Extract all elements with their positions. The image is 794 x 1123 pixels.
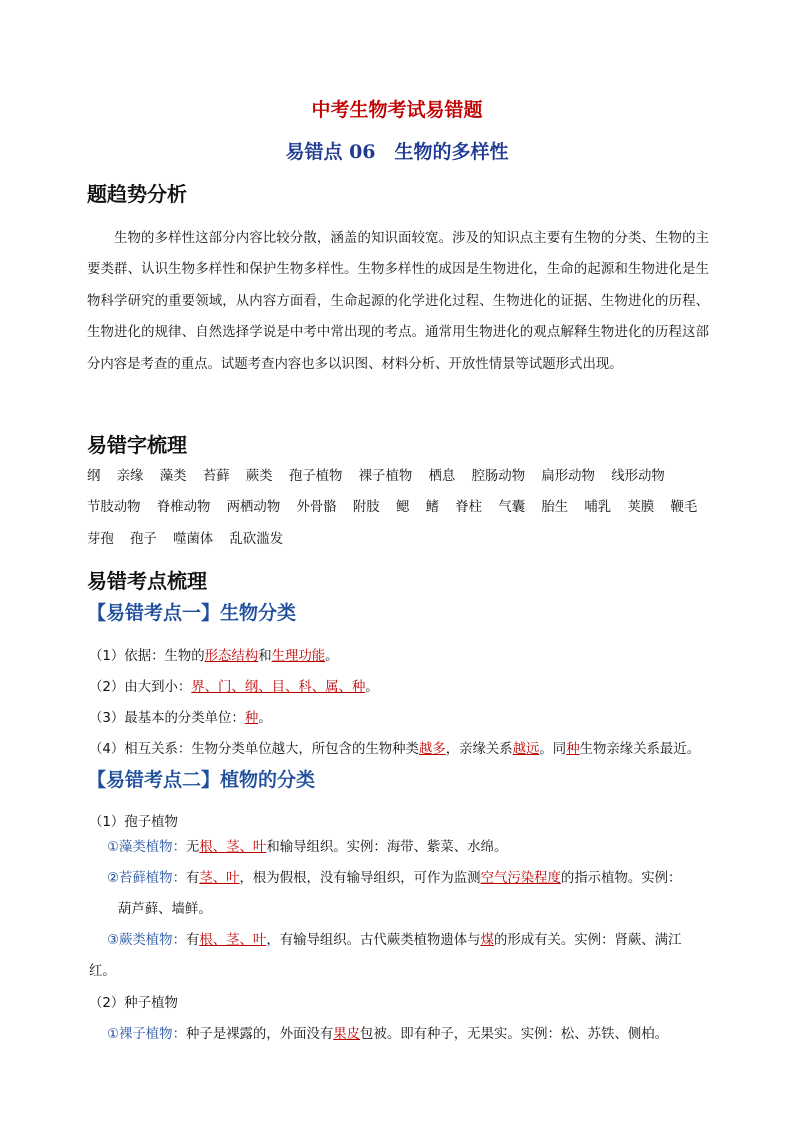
text: 和输导组织。实例：海带、紫菜、水绵。 xyxy=(266,840,508,855)
kp1-line-1 xyxy=(89,645,339,664)
word-item: 附肢 xyxy=(352,500,380,516)
text: （3）最基本的分类单位： xyxy=(89,711,245,726)
word-item: 栖息 xyxy=(428,469,456,484)
text: 种子是裸露的，外面没有 xyxy=(185,1027,334,1042)
text: 无 xyxy=(185,840,200,855)
key-term: 茎、叶 xyxy=(199,871,240,886)
key-term: 生理功能 xyxy=(271,649,326,664)
word-item: 亲缘 xyxy=(116,469,144,484)
word-item: 荚膜 xyxy=(627,500,655,516)
kp2-item-gymnosperm xyxy=(107,1023,668,1042)
item-label: ③蕨类植物： xyxy=(107,933,186,948)
kp1-line-2 xyxy=(89,676,379,695)
key-term: 越远 xyxy=(512,742,540,757)
key-term: 种 xyxy=(244,711,259,726)
text: （1）依据：生物的 xyxy=(89,649,205,664)
kp2-item-algae xyxy=(107,836,507,855)
word-item: 脊椎动物 xyxy=(156,500,211,516)
text: 生物亲缘关系最近。 xyxy=(579,742,701,757)
word-item: 节肢动物 xyxy=(87,500,141,516)
word-item: 芽孢 xyxy=(87,531,114,547)
key-term: 根、茎、叶 xyxy=(199,840,267,855)
key-term: 空气污染程度 xyxy=(480,871,561,886)
key-term: 果皮 xyxy=(333,1027,361,1042)
item-label: ①裸子植物： xyxy=(107,1027,186,1042)
key-term: 煤 xyxy=(480,933,494,948)
text: 包被。即有种子，无果实。实例：松、苏铁、侧柏。 xyxy=(360,1027,669,1042)
text: 。 xyxy=(365,680,379,695)
text: 。同 xyxy=(539,742,567,757)
word-item: 气囊 xyxy=(498,500,526,516)
text: （2）由大到小： xyxy=(89,680,192,695)
word-item: 噬菌体 xyxy=(173,531,214,547)
trend-paragraph: 生物的多样性这部分内容比较分散，涵盖的知识面较宽。涉及的知识点主要有生物的分类、生物的主要类群、认识生物多样性和保护生物多样性。生物多样性的成因是生物进化，生命的起源和生物进化是生物科学研究的重要领域，从内容方面看，生命起源的化学进化过程、生物进化的证据、生物进化的历程、生物进化的规律、自然选择学说是中考中常出现的考点。通常用生物进化的观点解释生物进化的历程这部分内容是考查的重点。试题考查内容也多以识图、材料分析、开放性情景等试题形式出现。 xyxy=(87,231,709,372)
kp2-item-fern xyxy=(107,929,681,948)
word-item: 脊柱 xyxy=(455,500,483,516)
points-heading: 易错考点梳理 xyxy=(87,569,207,593)
item-label: ②苔藓植物： xyxy=(107,871,186,886)
key-term: 形态结构 xyxy=(204,649,259,664)
word-list xyxy=(87,461,712,555)
word-item: 扁形动物 xyxy=(541,469,595,484)
kp2-item-fern-cont: 红。 xyxy=(89,964,116,979)
kp2-item-moss xyxy=(107,867,681,886)
text: ，有输导组织。古代蕨类植物遗体与 xyxy=(266,933,481,948)
text: 的指示植物。实例： xyxy=(560,871,682,886)
kp1-line-3 xyxy=(89,707,272,726)
text: 和 xyxy=(258,649,272,664)
word-item: 鳍 xyxy=(425,500,440,516)
word-item: 外骨骼 xyxy=(296,500,337,516)
words-heading: 易错字梳理 xyxy=(87,433,187,457)
kp2-sub-1: （1）孢子植物 xyxy=(89,815,178,830)
text: 。 xyxy=(258,711,272,726)
text: 的形成有关。实例：肾蕨、满江 xyxy=(493,933,682,948)
text: （4）相互关系：生物分类单位越大，所包含的生物种类 xyxy=(89,742,419,757)
trend-heading: 题趋势分析 xyxy=(87,182,187,206)
word-item: 鞭毛 xyxy=(670,500,698,516)
word-item: 裸子植物 xyxy=(358,469,413,484)
word-item: 孢子 xyxy=(130,531,157,547)
key-term: 界、门、纲、目、科、属、种 xyxy=(191,680,366,695)
word-item: 乱砍滥发 xyxy=(229,531,284,547)
text: 有 xyxy=(185,871,200,886)
text: 。 xyxy=(325,649,339,664)
word-item: 藻类 xyxy=(159,469,187,484)
text: 有 xyxy=(185,933,200,948)
item-label: ①藻类植物： xyxy=(107,840,186,855)
kp2-title: 【易错考点二】植物的分类 xyxy=(87,769,316,791)
word-item: 线形动物 xyxy=(611,469,665,484)
document-subtitle: 易错点 06 生物的多样性 xyxy=(285,141,509,163)
key-term: 种 xyxy=(566,742,580,757)
word-item: 蕨类 xyxy=(245,469,273,484)
word-item: 鳃 xyxy=(395,500,410,516)
word-item: 孢子植物 xyxy=(288,469,343,484)
kp2-item-moss-cont: 葫芦藓、墙鲜。 xyxy=(118,902,212,917)
word-item: 胎生 xyxy=(541,500,569,516)
key-term: 根、茎、叶 xyxy=(199,933,267,948)
kp1-line-4 xyxy=(89,738,700,757)
kp1-title: 【易错考点一】生物分类 xyxy=(87,602,297,624)
text: ，亲缘关系 xyxy=(445,742,513,757)
word-item: 哺乳 xyxy=(584,500,612,516)
word-item: 苔藓 xyxy=(202,469,230,484)
document-title: 中考生物考试易错题 xyxy=(311,99,483,121)
key-term: 越多 xyxy=(418,742,446,757)
word-item: 纲 xyxy=(87,469,101,484)
kp2-sub-2: （2）种子植物 xyxy=(89,996,178,1011)
word-item: 两栖动物 xyxy=(226,500,281,516)
word-item: 腔肠动物 xyxy=(471,469,526,484)
text: ，根为假根，没有输导组织，可作为监测 xyxy=(239,871,481,886)
